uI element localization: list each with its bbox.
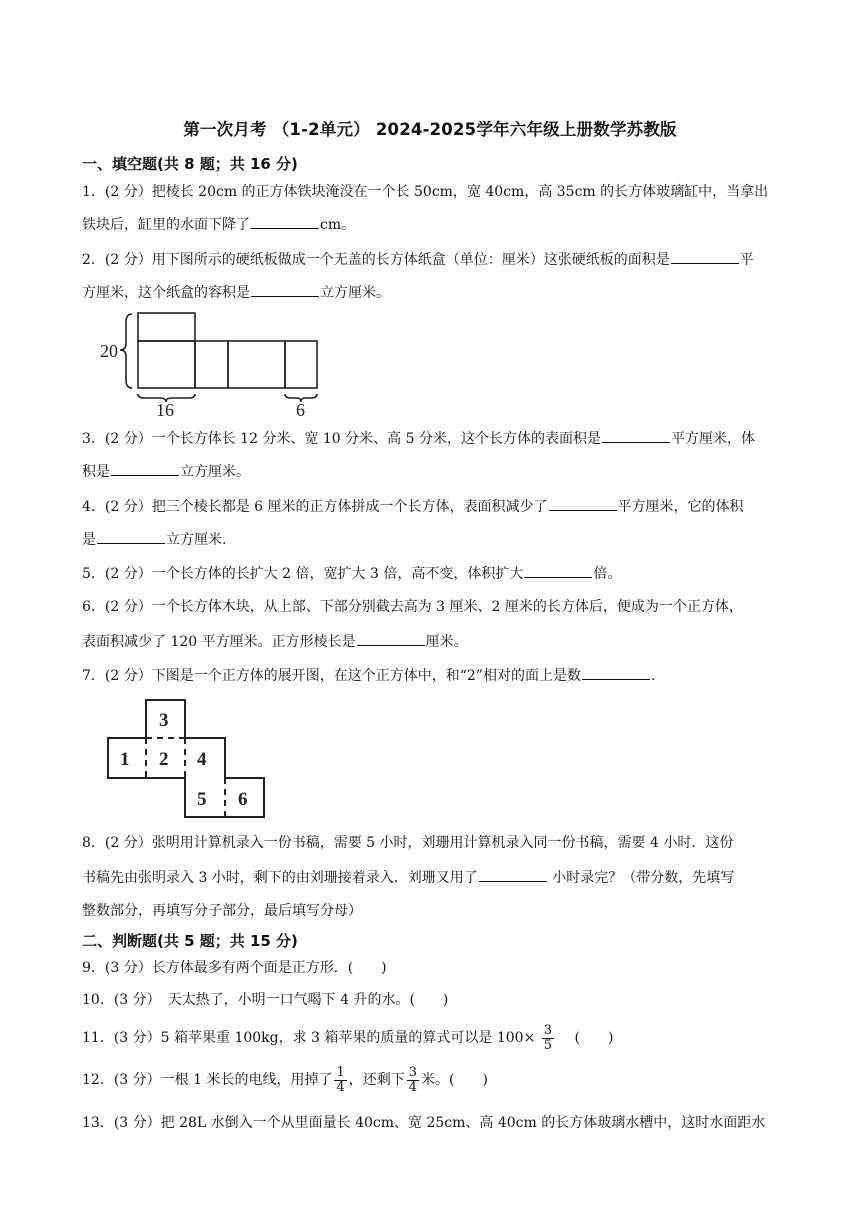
question-2-line-2 xyxy=(82,283,390,302)
face-label: 1 xyxy=(120,749,130,770)
question-6-line-2 xyxy=(82,632,468,651)
cardboard-net-figure xyxy=(98,310,323,418)
question-4-text-2: 是 xyxy=(82,532,96,548)
question-7-line-1 xyxy=(82,666,655,685)
question-3-unit: 平方厘米，体 xyxy=(670,431,755,447)
answer-blank[interactable] xyxy=(251,283,319,297)
fraction xyxy=(334,1066,346,1095)
width-label: 16 xyxy=(156,400,174,420)
answer-parentheses[interactable]: 米。( ) xyxy=(421,1072,488,1088)
question-2-line-1 xyxy=(82,250,754,269)
question-8-line-2 xyxy=(82,868,734,887)
question-1-text: 铁块后，缸里的水面下降了 xyxy=(82,217,250,233)
question-3-line-1 xyxy=(82,429,755,448)
question-3-text: 3．(2 分）一个长方体长 12 分米、宽 10 分米、高 5 分米，这个长方体的表面积是 xyxy=(82,431,601,447)
question-4-text: 4．(2 分）把三个棱长都是 6 厘米的正方体拼成一个长方体，表面积减少了 xyxy=(82,499,548,515)
question-7-text: 7．(2 分）下图是一个正方体的展开图，在这个正方体中，和“2”相对的面上是数 xyxy=(82,668,581,684)
question-5-unit: 倍。 xyxy=(593,566,622,582)
question-12-text-2: ，还剩下 xyxy=(348,1072,405,1088)
section-heading-judge: 二、判断题(共 5 题；共 15 分) xyxy=(82,932,298,950)
question-4-unit: 平方厘米，它的体积 xyxy=(617,499,744,515)
page-title: 第一次月考 （1-2单元） 2024-2025学年六年级上册数学苏教版 xyxy=(183,120,677,139)
numerator: 3 xyxy=(543,1022,553,1038)
question-3-unit-2: 立方厘米。 xyxy=(180,464,250,480)
question-2-unit-2: 立方厘米。 xyxy=(320,285,390,301)
answer-blank[interactable] xyxy=(251,215,319,229)
question-2-text-2: 方厘米，这个纸盒的容积是 xyxy=(82,285,250,301)
cube-net-figure xyxy=(106,698,268,820)
question-5-text: 5．(2 分）一个长方体的长扩大 2 倍，宽扩大 3 倍，高不变，体积扩大 xyxy=(82,566,524,582)
question-10: 10．(3 分） 天太热了，小明一口气喝下 4 升的水。( ) xyxy=(82,992,449,1008)
question-8-line-1: 8．(2 分）张明用计算机录入一份书稿，需要 5 小时，刘珊用计算机录入同一份书稿，需要 4 小时．这份 xyxy=(82,835,734,851)
fraction xyxy=(542,1024,554,1053)
question-1-line-2 xyxy=(82,215,355,234)
face-label: 6 xyxy=(238,789,248,810)
question-6-text: 表面积减少了 120 平方厘米。正方形棱长是 xyxy=(82,634,356,650)
answer-blank[interactable] xyxy=(671,250,739,264)
question-12 xyxy=(82,1062,488,1098)
question-1-line-1: 1．(2 分）把棱长 20cm 的正方体铁块淹没在一个长 50cm，宽 40cm，高 35cm 的长方体玻璃缸中，当拿出 xyxy=(82,184,769,200)
answer-blank[interactable] xyxy=(479,868,547,882)
answer-blank[interactable] xyxy=(357,632,425,646)
question-2-text: 2．(2 分）用下图所示的硬纸板做成一个无盖的长方体纸盒（单位：厘米）这张硬纸板的面积是 xyxy=(82,252,670,268)
question-2-unit: 平 xyxy=(739,252,754,268)
denominator: 5 xyxy=(543,1037,553,1053)
question-11-text: 11．(3 分）5 箱苹果重 100kg，求 3 箱苹果的质量的算式可以是 100× xyxy=(82,1030,536,1046)
question-13: 13．(3 分）把 28L 水倒入一个从里面量长 40cm、宽 25cm、高 40cm 的长方体玻璃水槽中，这时水面距水 xyxy=(82,1115,766,1131)
question-4-line-2 xyxy=(82,530,226,549)
question-5-line-1 xyxy=(82,564,621,583)
face-label: 2 xyxy=(159,749,169,770)
height-label: 20 xyxy=(100,341,118,361)
question-1-unit: cm。 xyxy=(320,217,356,233)
question-4-unit-2: 立方厘米. xyxy=(166,532,227,548)
question-3-text-2: 积是 xyxy=(82,464,110,480)
face-label: 3 xyxy=(159,710,169,731)
question-9: 9．(3 分）长方体最多有两个面是正方形．( ) xyxy=(82,960,387,976)
answer-blank[interactable] xyxy=(97,530,165,544)
answer-parentheses[interactable]: ( ) xyxy=(560,1030,614,1046)
question-6-line-1: 6．(2 分）一个长方体木块，从上部、下部分别截去高为 3 厘米、2 厘米的长方体后，便成为一个正方体， xyxy=(82,599,743,615)
question-7-unit: . xyxy=(650,668,656,684)
question-11 xyxy=(82,1020,613,1056)
fraction xyxy=(407,1066,419,1095)
section-heading-fill: 一、填空题(共 8 题；共 16 分) xyxy=(82,155,298,173)
question-4-line-1 xyxy=(82,497,744,516)
question-12-text: 12．(3 分）一根 1 米长的电线，用掉了 xyxy=(82,1072,333,1088)
question-6-unit: 厘米。 xyxy=(425,634,468,650)
depth-label: 6 xyxy=(296,400,305,420)
answer-blank[interactable] xyxy=(602,429,670,443)
answer-blank[interactable] xyxy=(524,564,592,578)
answer-blank[interactable] xyxy=(111,462,179,476)
question-8-text-2: 小时录完？（带分数，先填写 xyxy=(547,870,735,886)
numerator: 1 xyxy=(336,1064,345,1080)
question-8-text: 书稿先由张明录入 3 小时，剩下的由刘珊接着录入．刘珊又用了 xyxy=(82,870,478,886)
question-8-line-3: 整数部分，再填写分子部分，最后填写分母） xyxy=(82,903,362,919)
denominator: 4 xyxy=(408,1079,418,1095)
numerator: 3 xyxy=(408,1064,418,1080)
answer-blank[interactable] xyxy=(549,497,617,511)
denominator: 4 xyxy=(336,1079,345,1095)
face-label: 4 xyxy=(197,749,207,770)
answer-blank[interactable] xyxy=(582,666,650,680)
face-label: 5 xyxy=(197,789,207,810)
question-3-line-2 xyxy=(82,462,250,481)
